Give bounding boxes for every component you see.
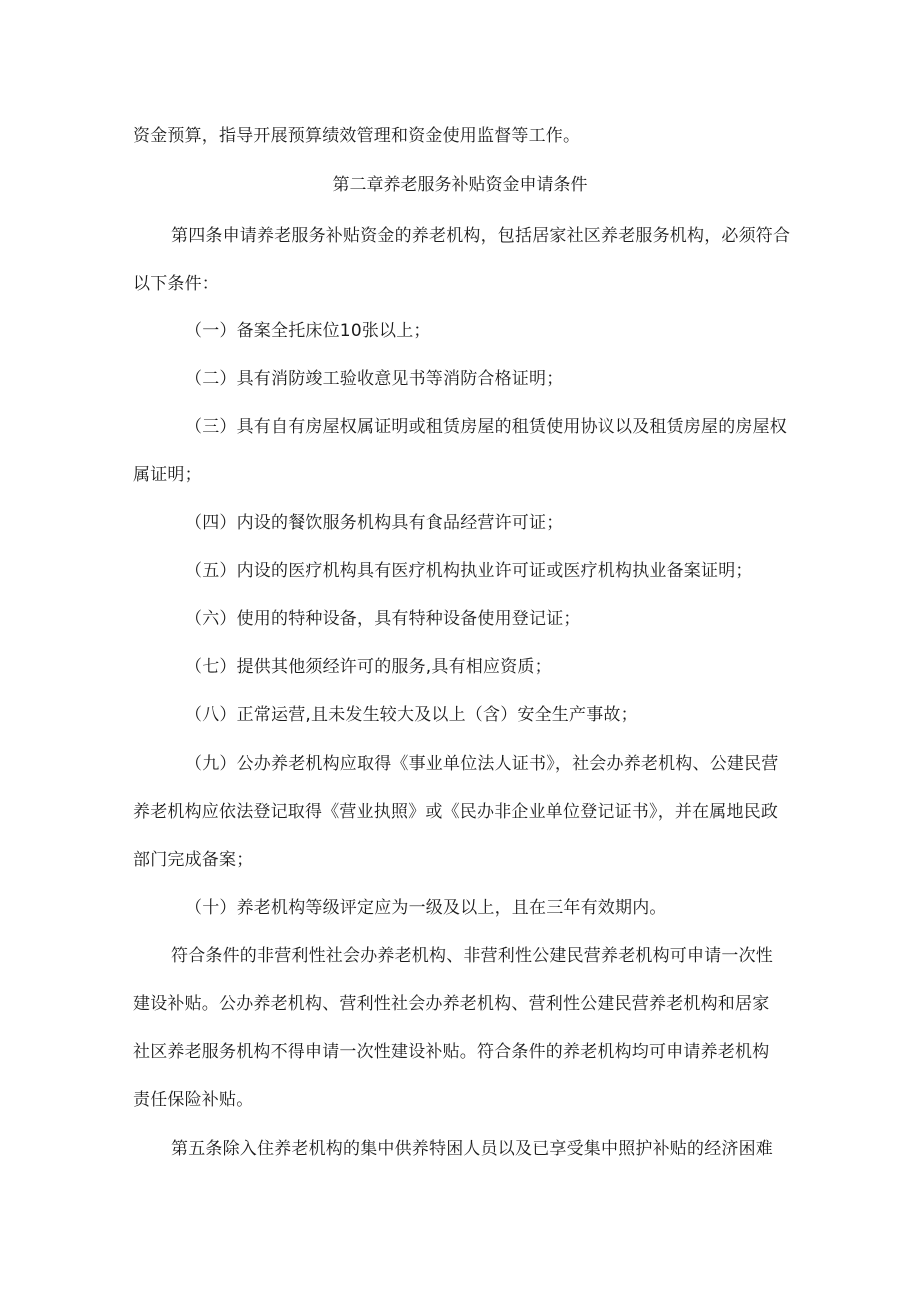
article4-line2: 以下条件： <box>133 274 219 294</box>
condition-9-line1: （九）公办养老机构应取得《事业单位法人证书》，社会办养老机构、公建民营 <box>185 754 779 774</box>
intro-tail-line: 资金预算，指导开展预算绩效管理和资金使用监督等工作。 <box>133 126 581 146</box>
condition-9-line2: 养老机构应依法登记取得《营业执照》或《民办非企业单位登记证书》，并在属地民政 <box>133 802 779 822</box>
condition-5: （五）内设的医疗机构具有医疗机构执业许可证或医疗机构执业备案证明； <box>185 561 753 581</box>
chapter-heading: 第二章养老服务补贴资金申请条件 <box>332 175 588 195</box>
condition-2: （二）具有消防竣工验收意见书等消防合格证明； <box>185 369 564 389</box>
eligibility-line4: 责任保险补贴。 <box>133 1090 254 1110</box>
condition-7: （七）提供其他须经许可的服务,具有相应资质； <box>185 657 552 677</box>
condition-3-line2: 属证明； <box>133 465 202 485</box>
condition-6: （六）使用的特种设备，具有特种设备使用登记证； <box>185 609 581 629</box>
article4-line1: 第四条申请养老服务补贴资金的养老机构，包括居家社区养老服务机构，必须符合 <box>171 226 791 246</box>
eligibility-line2: 建设补贴。公办养老机构、营利性社会办养老机构、营利性公建民营养老机构和居家 <box>133 994 770 1014</box>
condition-9-line3: 部门完成备案； <box>133 850 254 870</box>
eligibility-line3: 社区养老服务机构不得申请一次性建设补贴。符合条件的养老机构均可申请养老机构 <box>133 1042 770 1062</box>
article5-line1: 第五条除入住养老机构的集中供养特困人员以及已享受集中照护补贴的经济困难 <box>171 1139 773 1159</box>
condition-10: （十）养老机构等级评定应为一级及以上，且在三年有效期内。 <box>185 898 667 918</box>
condition-4: （四）内设的餐饮服务机构具有食品经营许可证； <box>185 513 564 533</box>
condition-1: （一）备案全托床位10张以上； <box>185 321 431 341</box>
condition-8: （八）正常运营,且未发生较大及以上（含）安全生产事故； <box>185 705 638 725</box>
eligibility-line1: 符合条件的非营利性社会办养老机构、非营利性公建民营养老机构可申请一次性 <box>171 946 773 966</box>
condition-3-line1: （三）具有自有房屋权属证明或租赁房屋的租赁使用协议以及租赁房屋的房屋权 <box>185 417 787 437</box>
